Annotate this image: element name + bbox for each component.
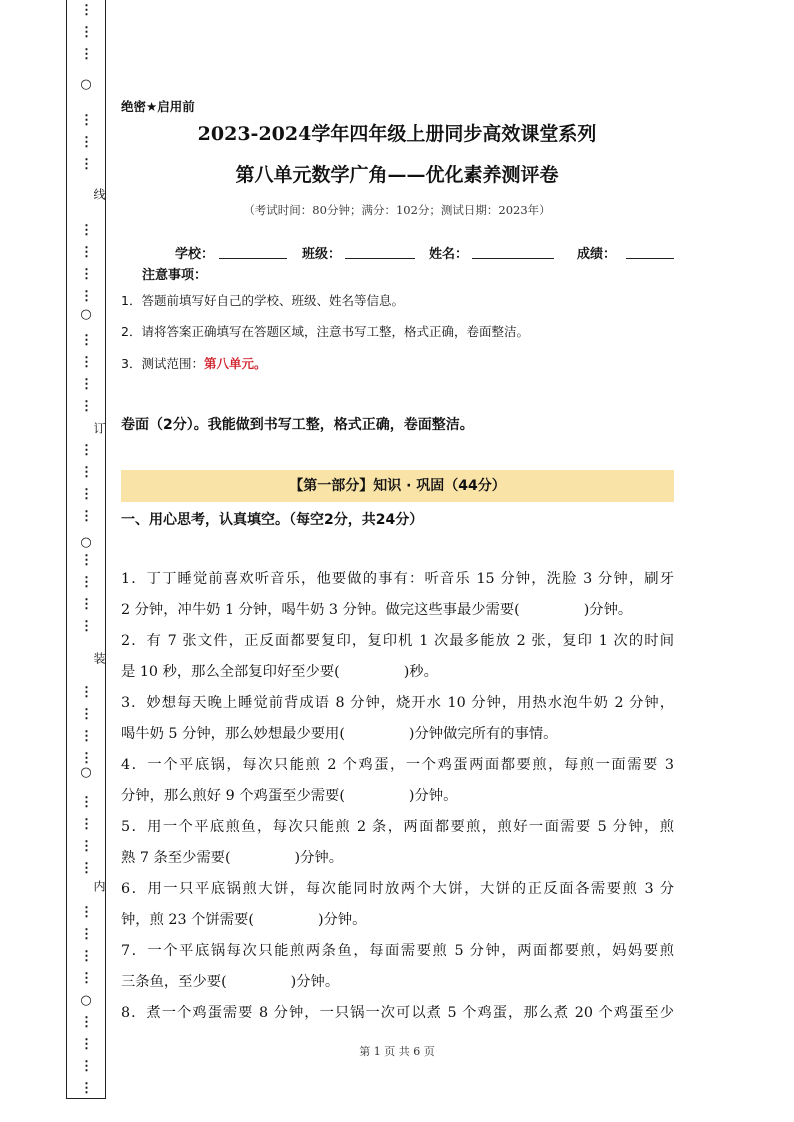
binding-dots: ⋮ [80, 3, 92, 18]
binding-dots: ⋮ [80, 927, 92, 942]
binding-dots: ⋮ [80, 487, 92, 502]
binding-dots: ⋮ [80, 817, 92, 832]
question-text: )分钟。 [583, 602, 633, 618]
name-label: 姓名： [429, 247, 469, 262]
binding-char: 订 [92, 422, 106, 434]
page-footer: 第 1 页 共 6 页 [359, 1045, 435, 1058]
question-2-line2 [121, 661, 674, 681]
binding-circle: ○ [80, 765, 92, 780]
binding-dots: ⋮ [80, 1059, 92, 1074]
binding-dots: ⋮ [80, 333, 92, 348]
paper-neatness: 卷面（2分）。我能做到书写工整，格式正确，卷面整洁。 [121, 417, 474, 433]
binding-dots: ⋮ [80, 949, 92, 964]
binding-dots: ⋮ [80, 377, 92, 392]
score-blank[interactable] [626, 258, 674, 259]
binding-dots: ⋮ [80, 1081, 92, 1096]
binding-dots: ⋮ [80, 971, 92, 986]
binding-dots: ⋮ [80, 795, 92, 810]
binding-char: 装 [92, 652, 106, 664]
class-label: 班级： [302, 247, 342, 262]
binding-circle: ○ [80, 535, 92, 550]
question-text: )分钟。 [317, 912, 367, 928]
question-6-line1: 6．用一只平底锅煎大饼，每次能同时放两个大饼，大饼的正反面各需要煎 3 分 [121, 881, 674, 897]
section-title: 一、用心思考，认真填空。（每空2分，共24分） [121, 512, 424, 528]
question-1-line2 [121, 599, 674, 619]
binding-circle: ○ [80, 307, 92, 322]
question-text: )分钟。 [294, 850, 344, 866]
exam-title-line1: 2023-2024学年四年级上册同步高效课堂系列 [197, 123, 597, 145]
binding-dots: ⋮ [80, 509, 92, 524]
binding-dots: ⋮ [80, 25, 92, 40]
binding-char: 内 [92, 880, 106, 892]
question-3-line1: 3．妙想每天晚上睡觉前背成语 8 分钟，烧开水 10 分钟，用热水泡牛奶 2 分钟， [121, 695, 674, 711]
question-3-line2 [121, 723, 674, 743]
binding-dots: ⋮ [80, 399, 92, 414]
binding-dots: ⋮ [80, 157, 92, 172]
binding-dots: ⋮ [80, 289, 92, 304]
binding-dots: ⋮ [80, 443, 92, 458]
binding-dots: ⋮ [80, 597, 92, 612]
binding-dots: ⋮ [80, 575, 92, 590]
binding-dots: ⋮ [80, 355, 92, 370]
binding-dots: ⋮ [80, 861, 92, 876]
binding-dots: ⋮ [80, 619, 92, 634]
note-item [121, 354, 266, 372]
question-5-line1: 5．用一个平底煎鱼，每次只能煎 2 条，两面都要煎，煎好一面需要 5 分钟，煎 [121, 819, 674, 835]
question-text: 喝牛奶 5 分钟，那么妙想最少要用( [121, 726, 345, 742]
question-text: )秒。 [403, 664, 438, 680]
question-text: 分钟，那么煎好 9 个鸡蛋至少需要( [121, 788, 345, 804]
binding-dots: ⋮ [80, 245, 92, 260]
score-label: 成绩： [577, 247, 617, 262]
question-text: )分钟。 [408, 788, 458, 804]
binding-circle: ○ [80, 993, 92, 1008]
question-4-line1: 4．一个平底锅，每次只能煎 2 个鸡蛋，一个鸡蛋两面都要煎，每煎一面需要 3 [121, 757, 674, 773]
question-text: 三条鱼，至少要( [121, 974, 227, 990]
school-label: 学校： [175, 247, 215, 262]
question-2-line1: 2．有 7 张文件，正反面都要复印，复印机 1 次最多能放 2 张，复印 1 次的时间 [121, 633, 674, 649]
question-4-line2 [121, 785, 674, 805]
binding-dots: ⋮ [80, 113, 92, 128]
binding-dots: ⋮ [80, 267, 92, 282]
class-blank[interactable] [345, 258, 415, 259]
binding-dots: ⋮ [80, 553, 92, 568]
note-range-value: 第八单元。 [203, 356, 267, 371]
exam-info: （考试时间：80分钟；满分：102分；测试日期：2023年） [243, 203, 551, 217]
binding-dots: ⋮ [80, 223, 92, 238]
binding-dots: ⋮ [80, 729, 92, 744]
question-text: )分钟做完所有的事情。 [408, 726, 558, 742]
question-text: )分钟。 [290, 974, 340, 990]
binding-dots: ⋮ [80, 465, 92, 480]
question-text: 熟 7 条至少需要( [121, 850, 231, 866]
binding-dots: ⋮ [80, 707, 92, 722]
notes-title: 注意事项： [142, 268, 208, 283]
question-7-line2 [121, 971, 674, 991]
exam-title-line2: 第八单元数学广角——优化素养测评卷 [235, 164, 559, 186]
confidential-label: 绝密★启用前 [121, 99, 195, 114]
part1-banner: 【第一部分】知识 · 巩固（44分） [121, 470, 674, 502]
binding-dots: ⋮ [80, 751, 92, 766]
binding-dots: ⋮ [80, 905, 92, 920]
note-item: 1．答题前填写好自己的学校、班级、姓名等信息。 [121, 293, 404, 308]
binding-circle: ○ [80, 77, 92, 92]
binding-char: 线 [92, 188, 106, 200]
question-1-line1: 1．丁丁睡觉前喜欢听音乐，他要做的事有：听音乐 15 分钟，洗脸 3 分钟，刷牙 [121, 571, 674, 587]
binding-dots: ⋮ [80, 839, 92, 854]
name-blank[interactable] [472, 258, 554, 259]
school-blank[interactable] [219, 258, 287, 259]
question-6-line2 [121, 909, 674, 929]
question-8-line1: 8．煮一个鸡蛋需要 8 分钟，一只锅一次可以煮 5 个鸡蛋，那么煮 20 个鸡蛋至少 [121, 1005, 674, 1021]
binding-dots: ⋮ [80, 47, 92, 62]
binding-dots: ⋮ [80, 135, 92, 150]
question-text: 钟，煎 23 个饼需要( [121, 912, 254, 928]
binding-dots: ⋮ [80, 685, 92, 700]
binding-dots: ⋮ [80, 1037, 92, 1052]
question-5-line2 [121, 847, 674, 867]
question-text: 是 10 秒，那么全部复印好至少要( [121, 664, 340, 680]
note-item: 2．请将答案正确填写在答题区域，注意书写工整，格式正确，卷面整洁。 [121, 324, 529, 339]
question-7-line1: 7．一个平底锅每次只能煎两条鱼，每面需要煎 5 分钟，两面都要煎，妈妈要煎 [121, 943, 674, 959]
binding-dots: ⋮ [80, 1015, 92, 1030]
question-text: 2 分钟，冲牛奶 1 分钟，喝牛奶 3 分钟。做完这些事最少需要( [121, 602, 520, 618]
note-range-label: 3．测试范围： [121, 356, 204, 371]
